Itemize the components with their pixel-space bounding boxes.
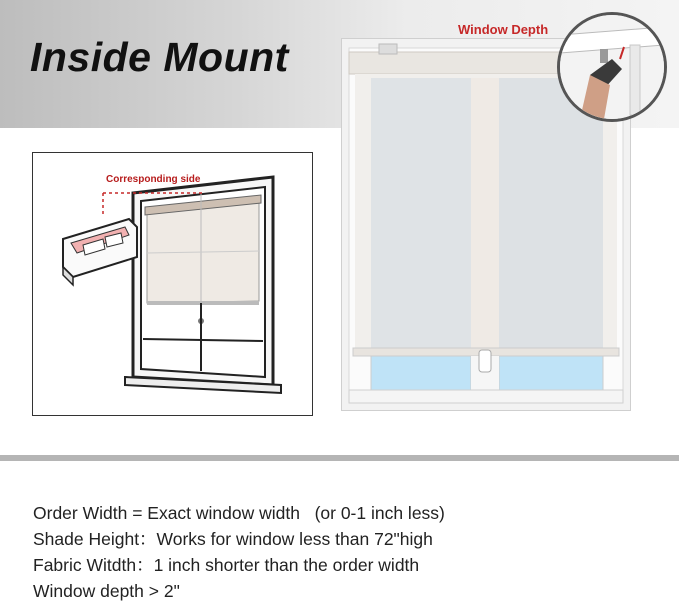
spec-order-width: Order Width = Exact window width (or 0-1 inch less) <box>33 503 445 523</box>
section-divider <box>0 455 679 461</box>
spec-fabric-width: Fabric Witdth：1 inch shorter than the order width <box>33 555 420 575</box>
spec-list <box>33 500 673 604</box>
window-depth-label: Window Depth <box>458 22 549 37</box>
spec-shade-height: Shade Height：Works for window less than 72"high <box>33 529 433 549</box>
window-diagram-illustration <box>33 153 312 415</box>
drill-mounting-illustration <box>560 15 664 119</box>
corresponding-side-label: Corresponding side <box>106 174 201 185</box>
depth-magnifier-inset <box>557 12 667 122</box>
spec-window-depth: Window depth > 2" <box>33 581 180 601</box>
page-title: Inside Mount <box>30 34 289 80</box>
inside-mount-diagram <box>32 152 313 416</box>
